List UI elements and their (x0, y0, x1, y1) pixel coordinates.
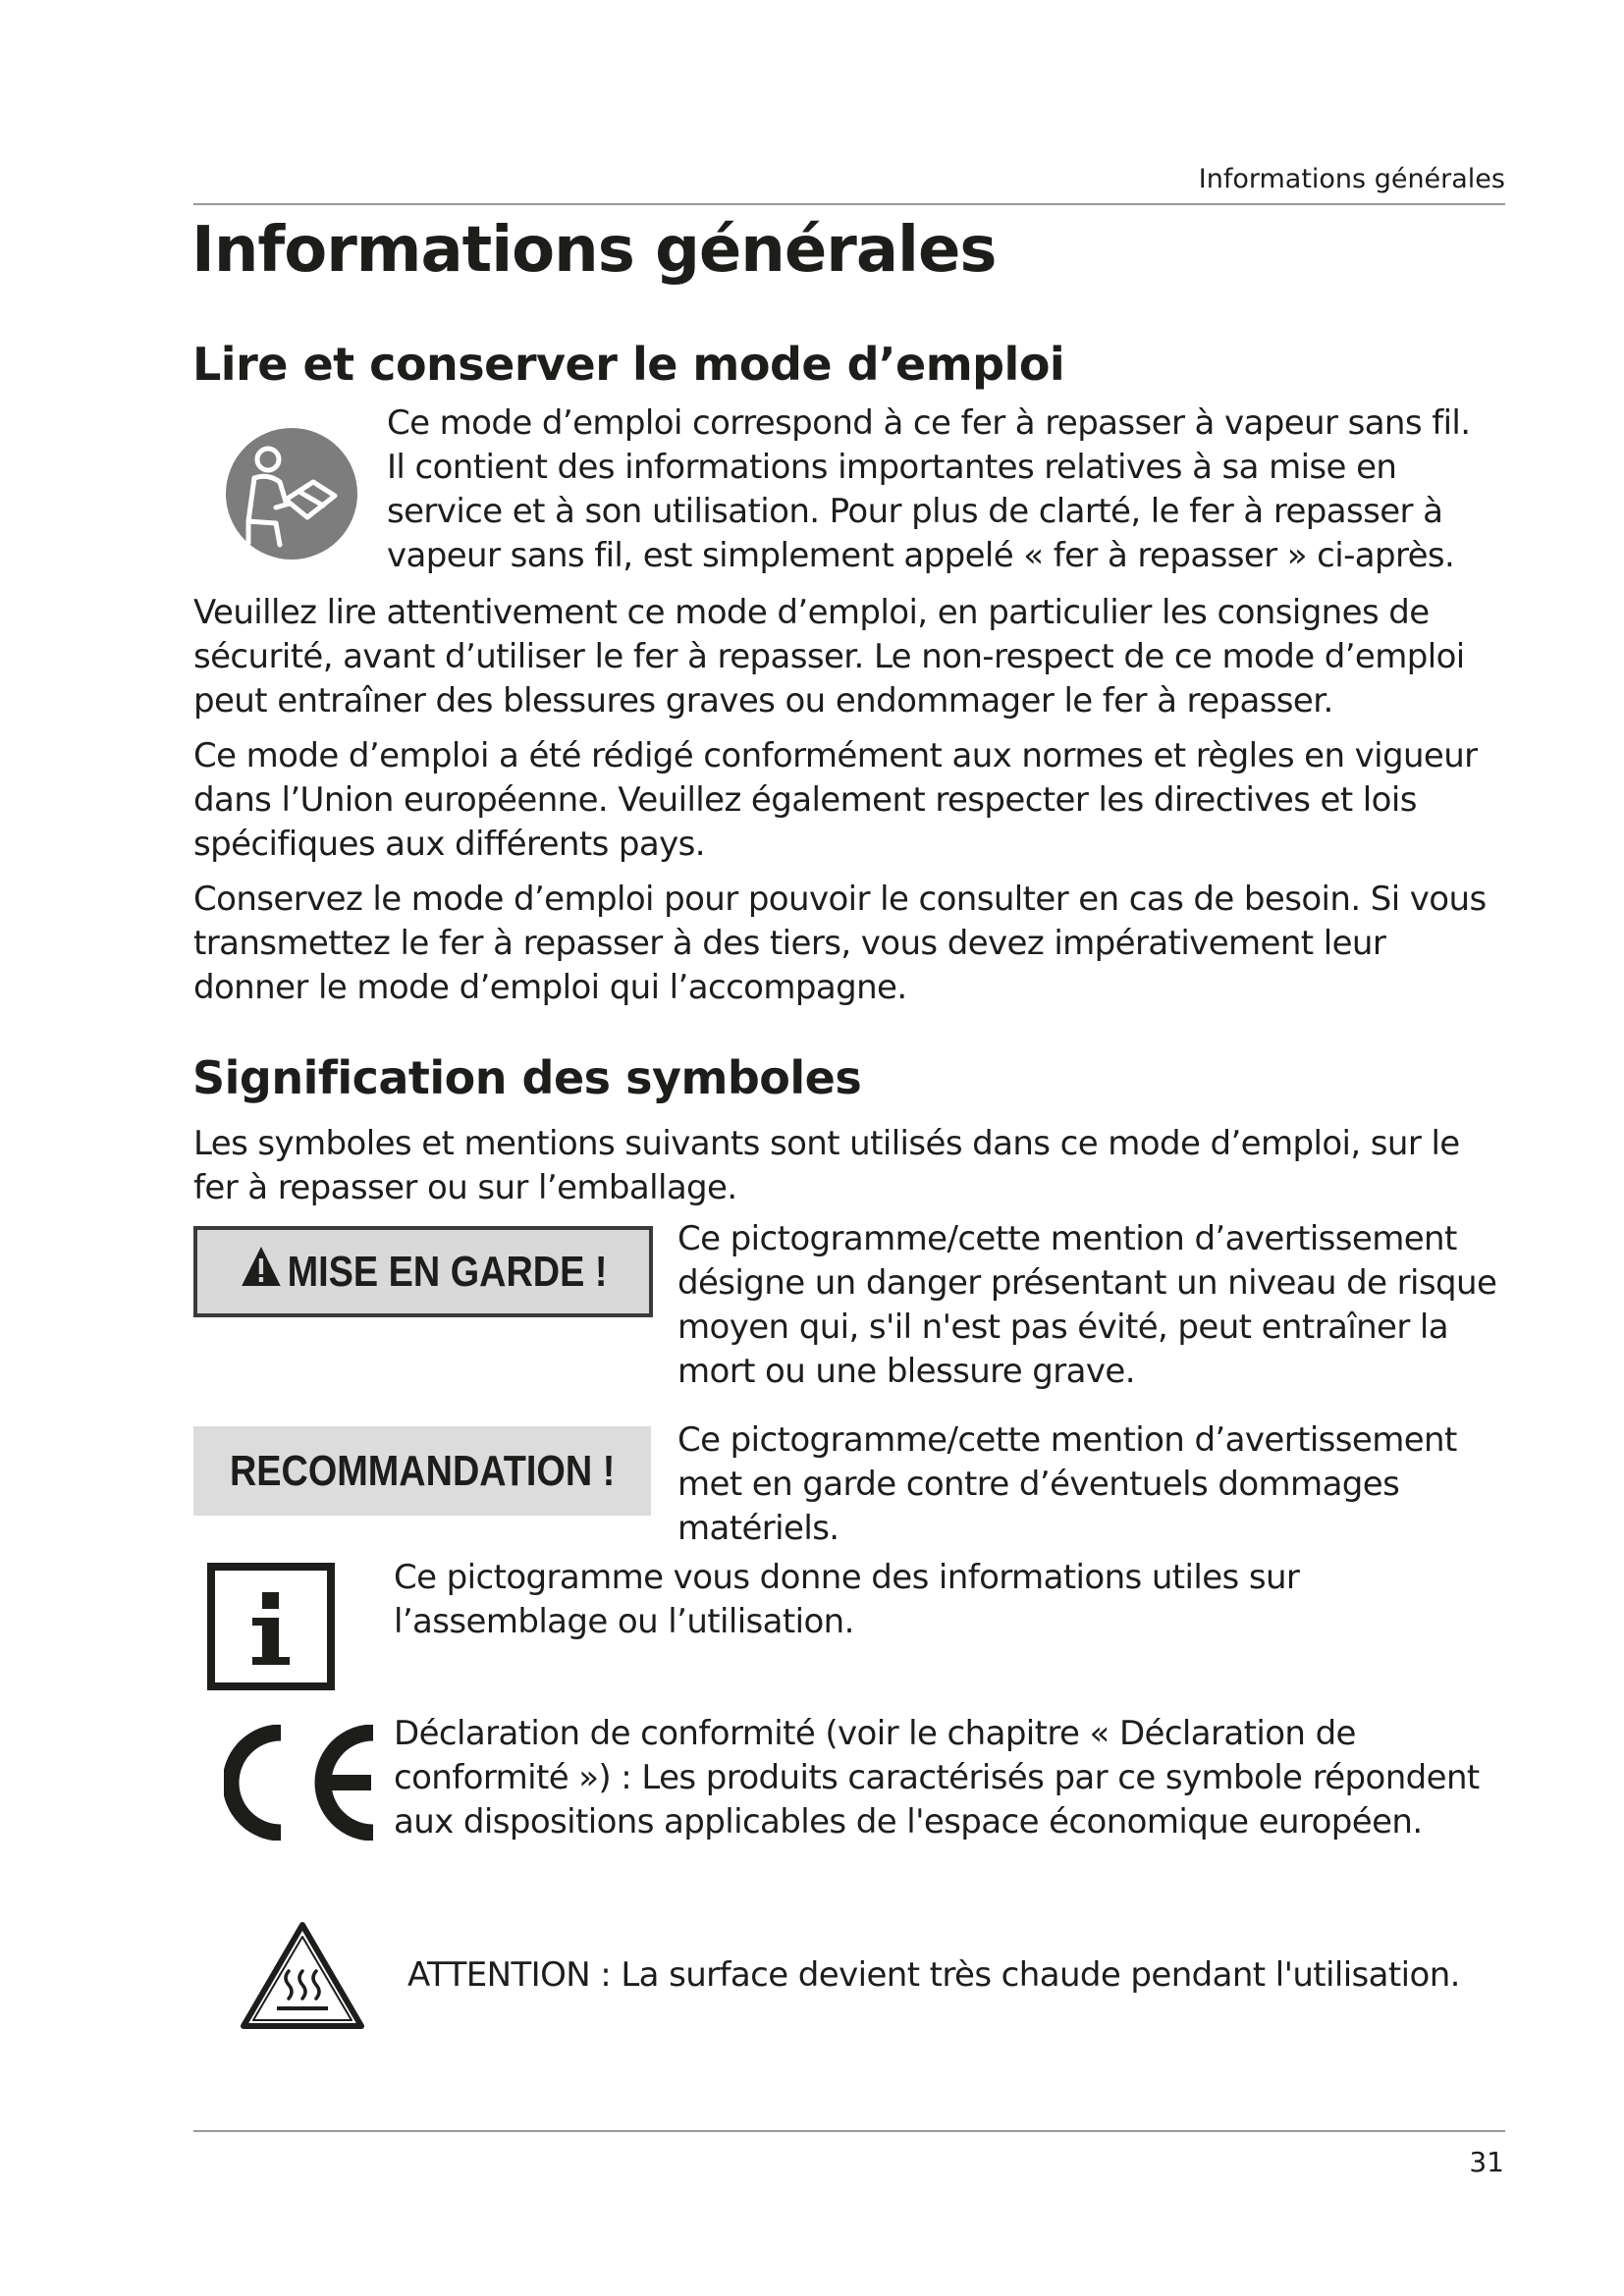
paragraph-keep-manual: Conservez le mode d’emploi pour pouvoir le consulter en cas de besoin. Si vous transmettez le fer à repasser à des tiers, vous devez impérativement leur donner le mode d’emploi qui l’accompagne. (193, 880, 1487, 1007)
recommendation-signal-box (193, 1426, 651, 1516)
intro-paragraph: Ce mode d’emploi correspond à ce fer à repasser à vapeur sans fil. Il contient des informations importantes relatives à sa mise en service et à son utilisation. Pour plus de clarté, le fer à repasser à vapeur sans fil, est simplement appelé « fer à repasser » ci-après. (387, 403, 1471, 575)
running-header: Informations générales (1198, 164, 1505, 194)
ce-mark-icon (224, 1725, 381, 1841)
warning-triangle-icon (240, 1245, 282, 1299)
page-title: Informations générales (191, 214, 997, 287)
ce-description: Déclaration de conformité (voir le chapitre « Déclaration de conformité ») : Les produits caractérisés par ce symbole répondent aux dispositions applicables de l'espace économique européen. (394, 1714, 1480, 1842)
hot-surface-description: ATTENTION : La surface devient très chaude pendant l'utilisation. (407, 1955, 1460, 1995)
info-icon (207, 1563, 335, 1690)
warning-label: MISE EN GARDE ! (287, 1247, 608, 1296)
header-rule (193, 203, 1505, 205)
symbols-intro: Les symboles et mentions suivants sont utilisés dans ce mode d’emploi, sur le fer à repasser ou sur l’emballage. (193, 1124, 1460, 1207)
hot-surface-icon (240, 1920, 365, 2030)
warning-signal-box (193, 1226, 653, 1317)
warning-description: Ce pictogramme/cette mention d’avertissement désigne un danger présentant un niveau de risque moyen qui, s'il n'est pas évité, peut entraîner la mort ou une blessure grave. (677, 1219, 1497, 1391)
page-number: 31 (1469, 2146, 1504, 2178)
paragraph-eu-norms: Ce mode d’emploi a été rédigé conformément aux normes et règles en vigueur dans l’Union européenne. Veuillez également respecter les directives et lois spécifiques aux différents pays. (193, 736, 1478, 864)
footer-rule (193, 2130, 1505, 2132)
info-description: Ce pictogramme vous donne des informations utiles sur l’assemblage ou l’utilisation. (394, 1558, 1300, 1641)
recommendation-description: Ce pictogramme/cette mention d’avertissement met en garde contre d’éventuels dommages matériels. (677, 1420, 1457, 1548)
section-heading-symbols: Signification des symboles (192, 1051, 862, 1104)
read-manual-icon (225, 427, 358, 561)
section-heading-read: Lire et conserver le mode d’emploi (192, 338, 1065, 391)
recommendation-label: RECOMMANDATION ! (229, 1446, 616, 1495)
paragraph-safety: Veuillez lire attentivement ce mode d’emploi, en particulier les consignes de sécurité, avant d’utiliser le fer à repasser. Le non-respect de ce mode d’emploi peut entraîner des blessures graves ou endommager le fer à repasser. (193, 593, 1465, 721)
